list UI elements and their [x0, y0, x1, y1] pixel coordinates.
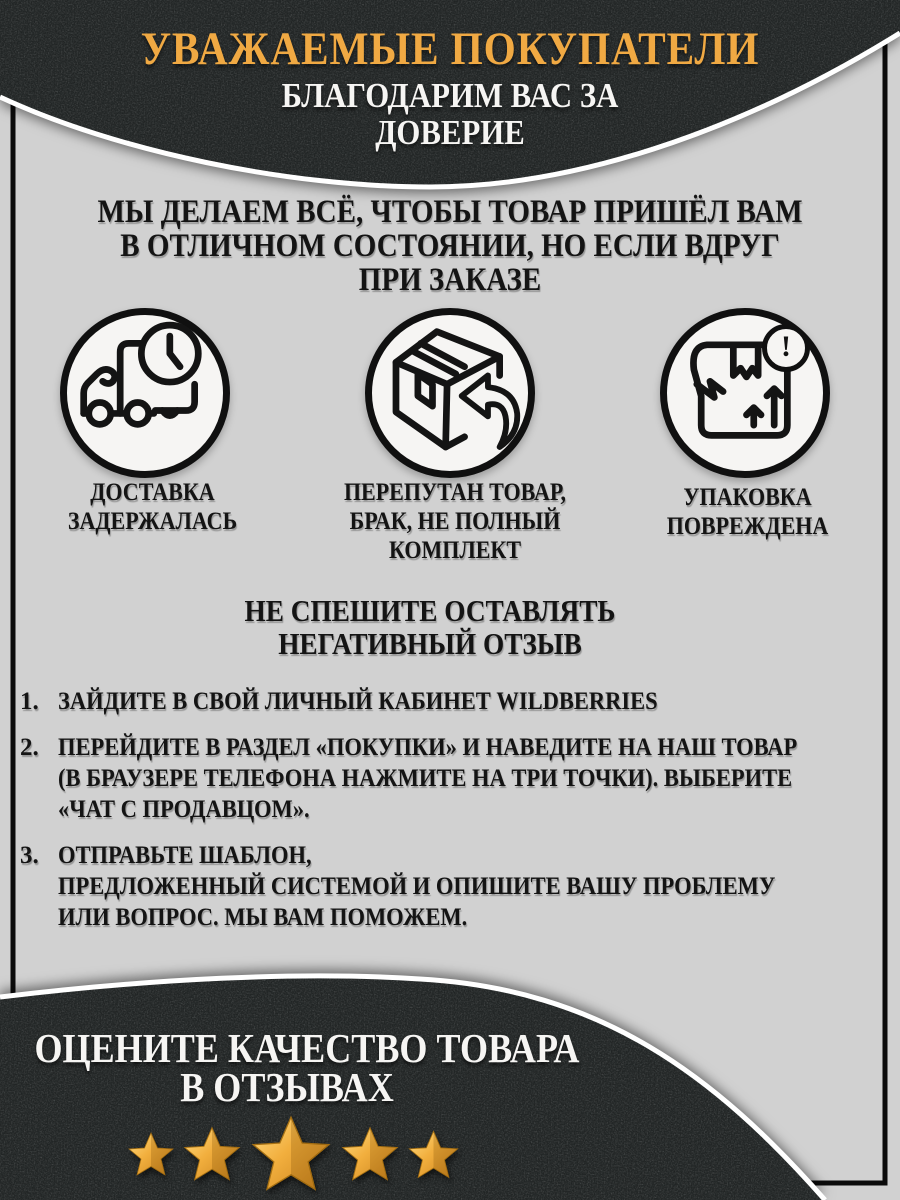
- star-rating: [126, 1100, 461, 1200]
- step-number: 3.: [20, 842, 39, 869]
- issue-label-wrong-item: [310, 478, 600, 565]
- header-subtitle: [0, 77, 900, 151]
- step-line: ИЛИ ВОПРОС. МЫ ВАМ ПОМОЖЕМ.: [58, 904, 468, 931]
- footer-line: ОЦЕНИТЕ КАЧЕСТВО ТОВАРА: [34, 1025, 580, 1071]
- warning-line: НЕ СПЕШИТЕ ОСТАВЛЯТЬ: [244, 593, 616, 628]
- step-line: ПРЕДЛОЖЕННЫЙ СИСТЕМОЙ И ОПИШИТЕ ВАШУ ПРОБЛЕМУ: [58, 873, 776, 900]
- step-number: 2.: [20, 734, 39, 761]
- delivery-truck-clock-icon: [72, 320, 218, 466]
- intro-line: ПРИ ЗАКАЗЕ: [358, 262, 542, 298]
- gold-star-icon: [406, 1128, 461, 1183]
- gold-star-icon: [248, 1112, 334, 1198]
- box-return-arrow-icon: [377, 320, 523, 466]
- steps-list: [20, 686, 890, 948]
- gold-star-icon: [181, 1124, 243, 1186]
- gold-star-icon: [126, 1130, 176, 1180]
- intro-line: В ОТЛИЧНОМ СОСТОЯНИИ, НО ЕСЛИ ВДРУГ: [120, 228, 780, 264]
- step-item: [20, 840, 890, 933]
- intro-line: МЫ ДЕЛАЕМ ВСЁ, ЧТОБЫ ТОВАР ПРИШЁЛ ВАМ: [97, 194, 803, 230]
- issue-label-line: ПЕРЕПУТАН ТОВАР,: [343, 479, 567, 506]
- issue-label-line: ДОСТАВКА: [90, 479, 215, 506]
- issue-label-line: ЗАДЕРЖАЛАСЬ: [67, 508, 238, 535]
- gold-star-icon: [339, 1124, 401, 1186]
- step-line: ПЕРЕЙДИТЕ В РАЗДЕЛ «ПОКУПКИ» И НАВЕДИТЕ НА НАШ ТОВАР: [58, 734, 798, 761]
- issue-icon-circle-wrong-item: [365, 308, 535, 478]
- warning-heading: [0, 594, 860, 660]
- step-number: 1.: [20, 688, 39, 715]
- warning-line: НЕГАТИВНЫЙ ОТЗЫВ: [278, 626, 582, 661]
- issue-label-line: ПОВРЕЖДЕНА: [666, 513, 829, 540]
- issue-label-line: БРАК, НЕ ПОЛНЫЙ: [349, 508, 561, 535]
- step-line: (В БРАУЗЕРЕ ТЕЛЕФОНА НАЖМИТЕ НА ТРИ ТОЧКИ). ВЫБЕРИТЕ: [58, 765, 793, 792]
- issue-label-delivery: [30, 478, 275, 536]
- subtitle-line: ДОВЕРИЕ: [375, 113, 525, 152]
- subtitle-line: БЛАГОДАРИМ ВАС ЗА: [281, 76, 619, 115]
- step-line: ОТПРАВЬТЕ ШАБЛОН,: [58, 842, 312, 869]
- step-line: ЗАЙДИТЕ В СВОЙ ЛИЧНЫЙ КАБИНЕТ WILDBERRIES: [58, 688, 658, 715]
- footer-line: В ОТЗЫВАХ: [180, 1064, 394, 1110]
- exclamation-badge: !: [762, 324, 810, 372]
- step-line: «ЧАТ С ПРОДАВЦОМ».: [58, 796, 310, 823]
- page-title: УВАЖАЕМЫЕ ПОКУПАТЕЛИ: [140, 23, 760, 75]
- intro-text: [0, 195, 900, 297]
- issue-label-line: КОМПЛЕКТ: [388, 537, 522, 564]
- footer-title: [0, 1025, 580, 1110]
- issue-icon-circle-delivery: [60, 308, 230, 478]
- issue-label-line: УПАКОВКА: [683, 484, 812, 511]
- step-item: [20, 686, 890, 717]
- issue-label-damaged: [625, 483, 870, 541]
- step-item: [20, 732, 890, 825]
